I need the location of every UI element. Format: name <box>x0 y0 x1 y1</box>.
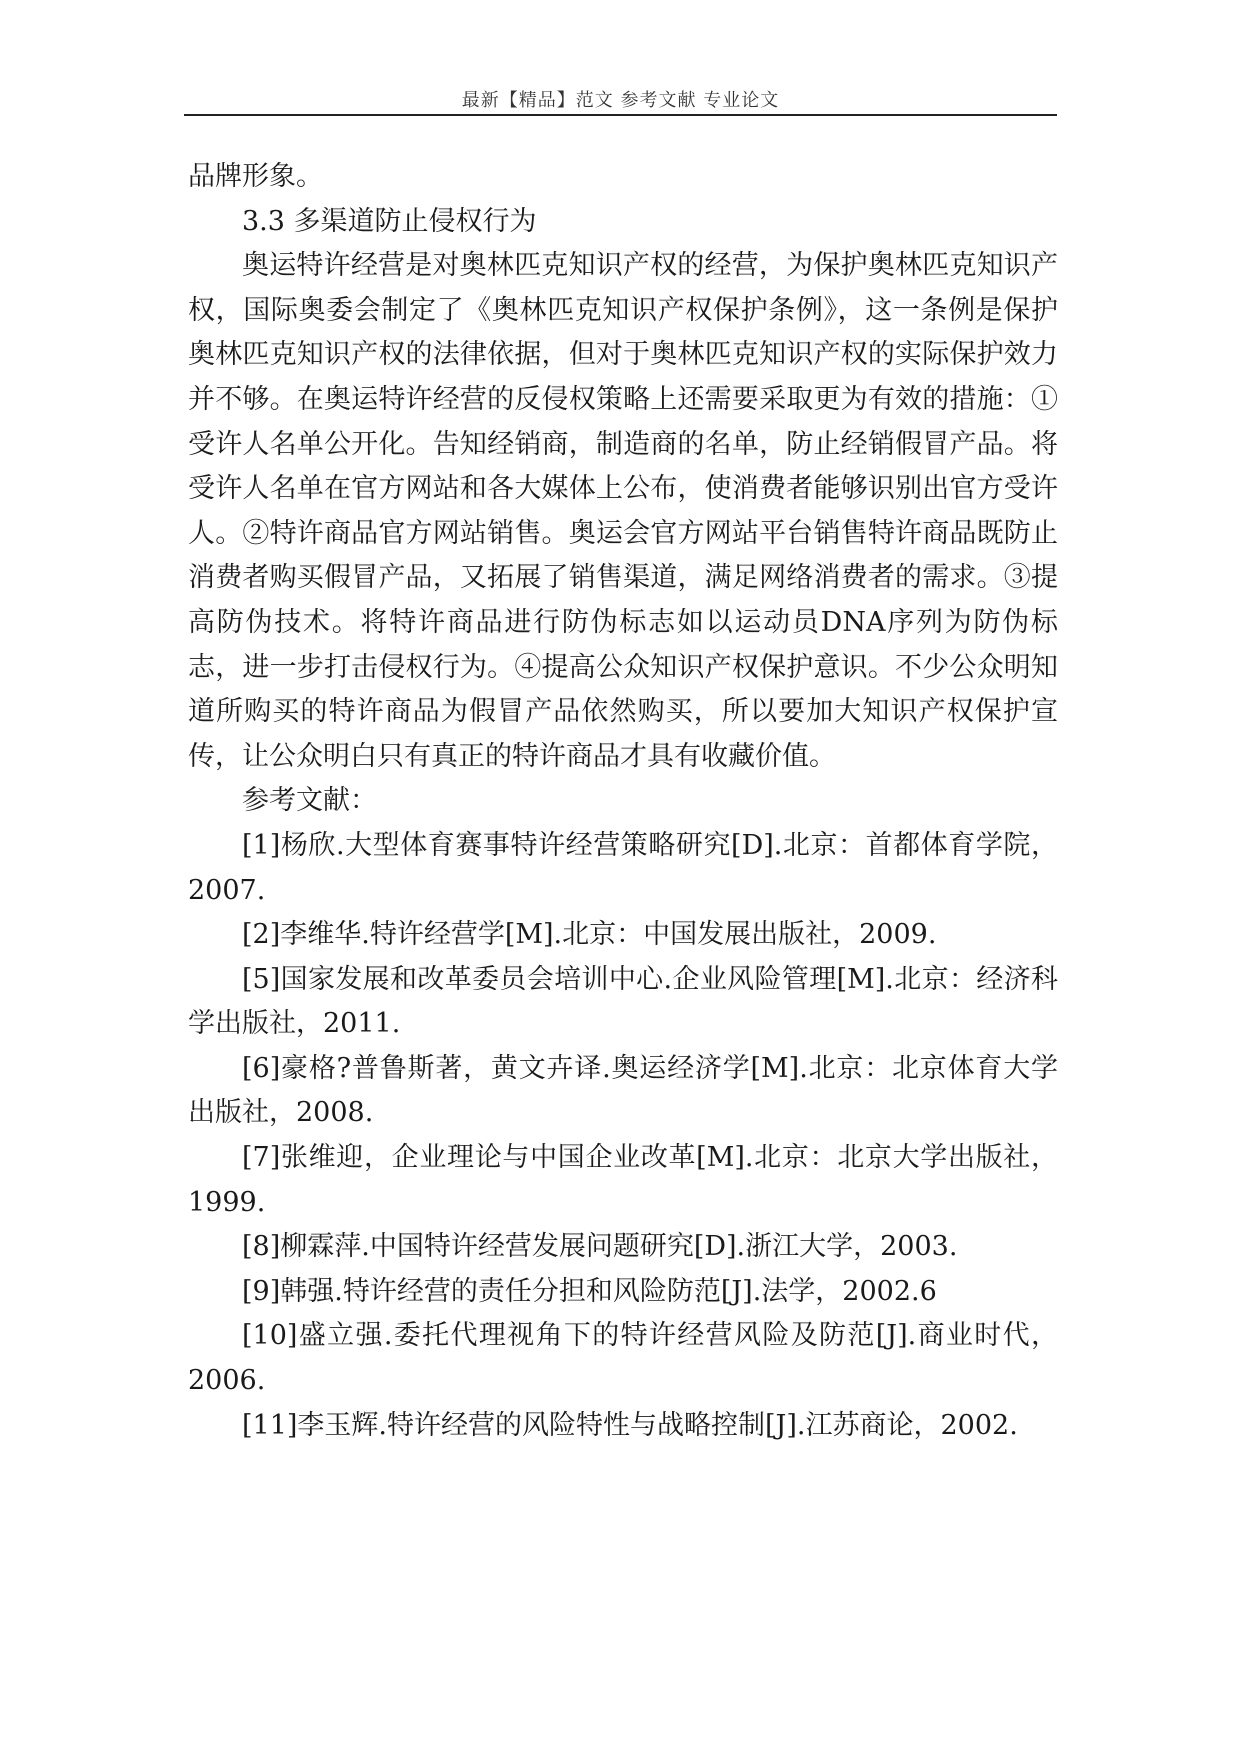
reference-item: [2]李维华.特许经营学[M].北京：中国发展出版社，2009. <box>242 919 937 951</box>
page-header: 最新【精品】范文 参考文献 专业论文 <box>461 90 780 111</box>
references-heading: 参考文献： <box>242 785 377 817</box>
reference-item: [10]盛立强.委托代理视角下的特许经营风险及防范[J].商业时代，2006. <box>188 1320 1058 1397</box>
section-heading: 3.3 多渠道防止侵权行为 <box>242 205 537 237</box>
reference-item: [8]柳霖萍.中国特许经营发展问题研究[D].浙江大学，2003. <box>242 1231 958 1263</box>
document-body <box>188 155 1058 1448</box>
reference-item: [6]豪格?普鲁斯著，黄文卉译.奥运经济学[M].北京：北京体育大学出版社，2008. <box>188 1052 1058 1129</box>
body-paragraph: 奥运特许经营是对奥林匹克知识产权的经营，为保护奥林匹克知识产权，国际奥委会制定了《奥林匹克知识产权保护条例》，这一条例是保护奥林匹克知识产权的法律依据，但对于奥林匹克知识产权的实际保护效力并不够。在奥运特许经营的反侵权策略上还需要采取更为有效的措施：①受许人名单公开化。告知经销商，制造商的名单，防止经销假冒产品。将受许人名单在官方网站和各大媒体上公布，使消费者能够识别出官方受许人。②特许商品官方网站销售。奥运会官方网站平台销售特许商品既防止消费者购买假冒产品，又拓展了销售渠道，满足网络消费者的需求。③提高防伪技术。将特许商品进行防伪标志如以运动员DNA序列为防伪标志，进一步打击侵权行为。④提高公众知识产权保护意识。不少公众明知道所购买的特许商品为假冒产品依然购买，所以要加大知识产权保护宣传，让公众明白只有真正的特许商品才具有收藏价值。 <box>188 250 1058 772</box>
carryover-text: 品牌形象。 <box>188 161 323 192</box>
reference-item: [11]李玉辉.特许经营的风险特性与战略控制[J].江苏商论，2002. <box>242 1409 1018 1441</box>
reference-item: [7]张维迎，企业理论与中国企业改革[M].北京：北京大学出版社，1999. <box>188 1142 1058 1218</box>
reference-item: [5]国家发展和改革委员会培训中心.企业风险管理[M].北京：经济科学出版社，2011. <box>188 963 1058 1040</box>
reference-item: [9]韩强.特许经营的责任分担和风险防范[J].法学，2002.6 <box>242 1275 937 1307</box>
reference-item: [1]杨欣.大型体育赛事特许经营策略研究[D].北京：首都体育学院，2007. <box>188 829 1058 906</box>
header-divider <box>184 114 1057 116</box>
